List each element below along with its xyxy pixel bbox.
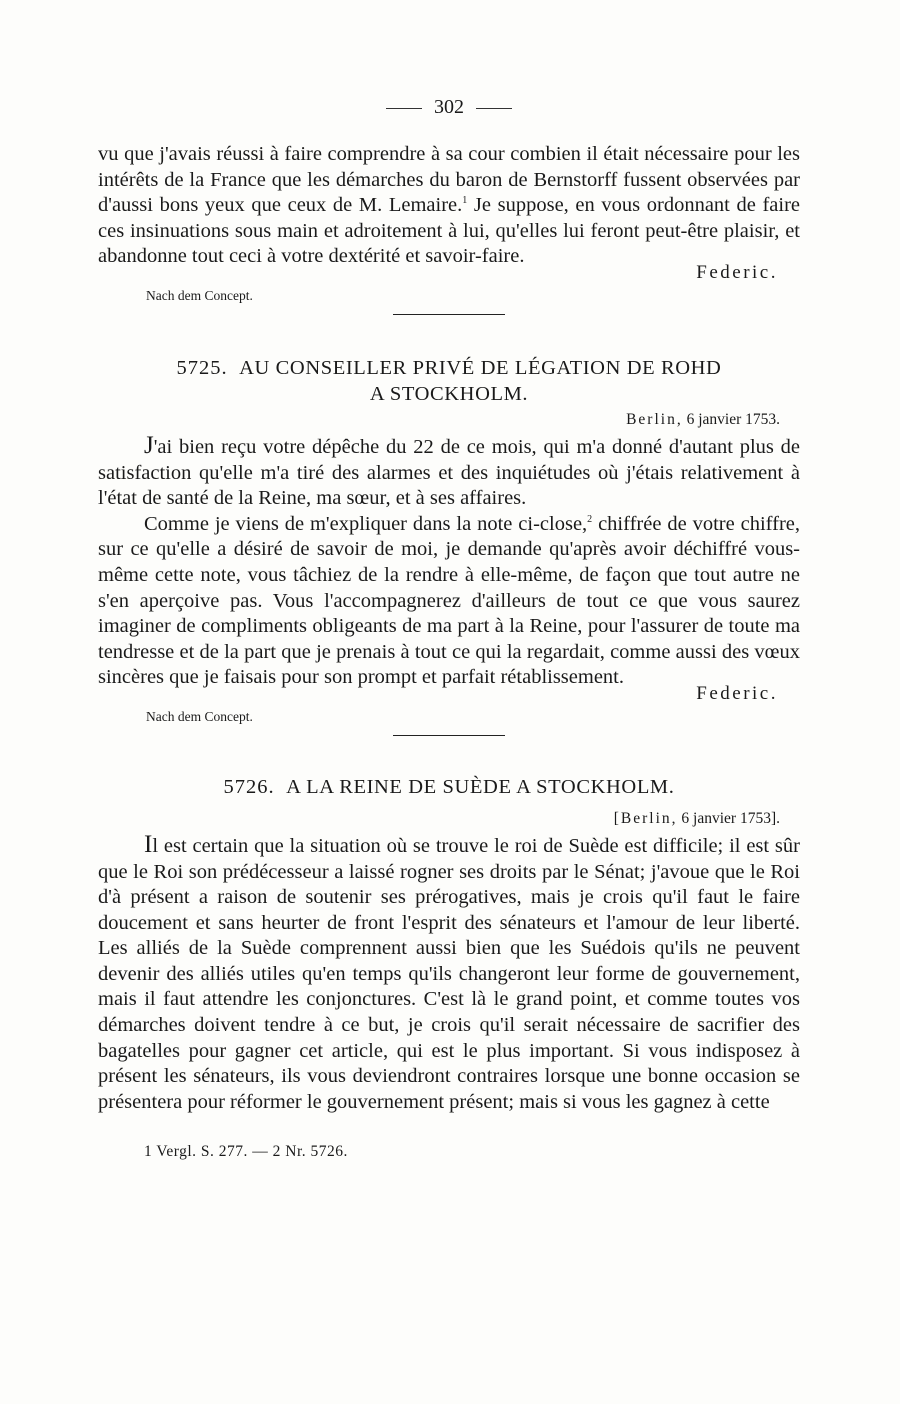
paragraph-text: Comme je viens de m'expliquer dans la note ci-close, bbox=[144, 512, 588, 535]
paragraph-text: l est certain que la situation où se trouve le roi de Suède est difficile; il est sûr que le Roi son prédécesseur a laissé rogner ses droits par le Sénat; j'avoue que le Roi d'à présent a raison de soutenir ses prérogatives, mais je crois qu'il faut le faire doucement et sans heurter de front l'esprit des sénateurs et l'amour de leur liberté. Les alliés de la Suède comprennent aussi bien que les Suédois qu'ils ne peuvent devenir des alliés utiles qu'en temps qu'ils changeront leur forme de gouvernement, mais il faut attendre les conjonctures. C'est là le grand point, et comme toutes vos démarches doivent tendre à ce but, je crois qu'il serait nécessaire de sacrifier des bagatelles pour gagner cet article, qui est le plus important. Si vous indisposez à présent les sénateurs, ils vous deviendront contraires lorsque une bonne occasion se présentera pour réformer le gouvernement présent; mais si vous les gagnez à cette bbox=[98, 834, 800, 1113]
signature: Federic. bbox=[696, 682, 778, 704]
letter-5725-paragraph-1 bbox=[98, 433, 800, 512]
page-number: 302 bbox=[434, 96, 464, 118]
page-number-rule-left bbox=[386, 108, 422, 109]
dateline bbox=[98, 806, 800, 832]
document-page bbox=[98, 92, 800, 1161]
letter-5724-text: vu que j'avais réussi à faire comprendre à sa cour combien il était nécessaire pour les intérêts de la France que les démarches du baron de Bernstorff fussent observées par d'aussi bons yeux que ceux de M. Lemaire. bbox=[98, 143, 800, 217]
dateline-date: 6 janvier 1753. bbox=[686, 410, 780, 428]
paragraph-initial: I bbox=[144, 830, 153, 858]
letter-number: 5726. bbox=[223, 775, 275, 798]
letter-number: 5725. bbox=[176, 356, 228, 379]
letter-5724-text-2: Je suppose, en vous ordonnant de faire ces insinuations sous main et adroitement à lui, qu'elles lui feront peut-être plaisir, et abandonne tout ceci à votre dextérité et savoir-faire. bbox=[98, 194, 800, 268]
paragraph-text: 'ai bien reçu votre dépêche du 22 de ce mois, qui m'a donné d'autant plus de satisfaction qu'elle m'a tiré des alarmes et des inquiétudes où j'étais relativement à l'état de santé de la Reine, ma sœur, et à ses affaires. bbox=[98, 435, 800, 510]
dateline-place: [Berlin, bbox=[613, 809, 678, 827]
source-note: Nach dem Concept. bbox=[146, 708, 253, 724]
letter-5725-paragraph-2 bbox=[98, 512, 800, 691]
signature: Federic. bbox=[696, 261, 778, 283]
letter-5725-heading bbox=[98, 355, 800, 407]
page-number-rule-right bbox=[476, 108, 512, 109]
letter-title: A LA REINE DE SUÈDE A STOCKHOLM. bbox=[286, 775, 675, 798]
letter-5724-continuation bbox=[98, 142, 800, 270]
dateline-date: 6 janvier 1753]. bbox=[681, 809, 780, 827]
dateline bbox=[98, 407, 800, 433]
letter-title-line1: AU CONSEILLER PRIVÉ DE LÉGATION DE ROHD bbox=[239, 356, 722, 379]
footnotes: 1 Vergl. S. 277. — 2 Nr. 5726. bbox=[144, 1143, 348, 1161]
letter-5726-paragraph-1 bbox=[98, 832, 800, 1116]
page-number-line bbox=[98, 92, 800, 122]
section-separator bbox=[393, 314, 505, 315]
dateline-place: Berlin, bbox=[626, 410, 683, 428]
source-note: Nach dem Concept. bbox=[146, 287, 253, 303]
footnote-mark-1: 1 bbox=[462, 195, 468, 207]
section-separator bbox=[393, 735, 505, 736]
letter-title-line2: A STOCKHOLM. bbox=[369, 382, 529, 405]
footnote-mark-2: 2 bbox=[587, 513, 593, 525]
paragraph-text-2: chiffrée de votre chiffre, sur ce qu'elle a désiré de savoir de moi, je demande qu'après avoir déchiffré vous-même cette note, vous tâchiez de la rendre à elle-même, de façon que tout autre ne s'en aperçoive pas. Vous l'accompagnerez d'ailleurs de tout ce que vous saurez imaginer de compliments obligeants de ma part à la Reine, pour l'assurer de toute ma tendresse et de la part que je prenais à tout ce qui la regardait, comme aussi des vœux sincères que je faisais pour son prompt et parfait rétablissement. bbox=[98, 512, 800, 689]
paragraph-initial: J bbox=[144, 431, 154, 459]
letter-5726-heading bbox=[98, 774, 800, 800]
